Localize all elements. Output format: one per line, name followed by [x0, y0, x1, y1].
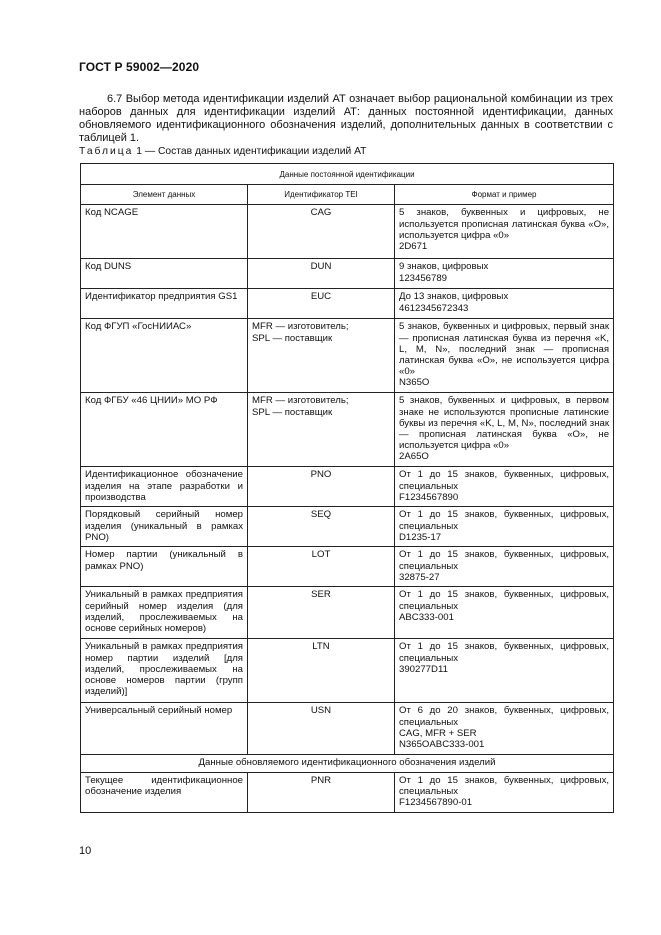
table-header-row: [81, 185, 614, 205]
format-description: От 1 до 15 знаков, буквенных, цифровых, специальных: [399, 549, 610, 572]
format-example: 4612345672343: [399, 302, 469, 314]
format-example: ABC333-001: [399, 611, 454, 623]
table-row: [81, 259, 614, 289]
table-caption: [79, 146, 366, 157]
table-row: [81, 393, 614, 467]
cell-format: [395, 507, 614, 547]
cell-element: Код ФГБУ «46 ЦНИИ» МО РФ: [81, 393, 248, 467]
format-description: 5 знаков, буквенных и цифровых, в первом знаке не используются прописные латинские буквы из перечня «K, L, M, N», последний знак — прописная латинская буква «O», не используется цифра «0»: [399, 395, 610, 452]
table-row: [81, 467, 614, 507]
cell-tei: SER: [248, 587, 395, 639]
table-row: [81, 703, 614, 755]
format-description: До 13 знаков, цифровых: [399, 291, 509, 303]
table-row: [81, 587, 614, 639]
format-description: От 1 до 15 знаков, буквенных, цифровых, специальных: [399, 509, 610, 532]
column-header-tei: Идентификатор TEI: [248, 185, 395, 205]
cell-element: Текущее идентификационное обозначение изделия: [81, 772, 248, 812]
intro-paragraph: 6.7 Выбор метода идентификации изделий АТ означает выбор рациональной комбинации из трех наборов данных для идентификации изделий АТ: данных постоянной идентификации, данных обновляемого идентификационного обозначения изделий, дополнительных данных в соответствии с таблицей 1.: [79, 93, 613, 144]
table-row: [81, 205, 614, 259]
cell-tei: LOT: [248, 547, 395, 587]
table-row: [81, 639, 614, 703]
identification-data-table: [80, 163, 614, 813]
table-row: [81, 319, 614, 393]
cell-tei: SEQ: [248, 507, 395, 547]
table-caption-label: Таблица: [79, 146, 134, 157]
table-row: [81, 289, 614, 319]
cell-element: Уникальный в рамках предприятия номер партии изделий [для изделий, прослеживаемых на основе номеров партии (групп изделий)]: [81, 639, 248, 703]
cell-format: [395, 639, 614, 703]
format-example: F1234567890: [399, 491, 459, 503]
cell-element: Код NCAGE: [81, 205, 248, 259]
cell-element: Код DUNS: [81, 259, 248, 289]
format-example: 32875-27: [399, 571, 440, 583]
section-title-permanent: Данные постоянной идентификации: [81, 164, 614, 185]
cell-tei: USN: [248, 703, 395, 755]
table-row: [81, 507, 614, 547]
cell-element: Идентификационное обозначение изделия на этапе разработки и производства: [81, 467, 248, 507]
cell-tei: MFR — изготовитель; SPL — поставщик: [248, 319, 395, 393]
document-header: ГОСТ Р 59002—2020: [79, 60, 200, 74]
section-row-updatable: [81, 755, 614, 772]
table-row: [81, 547, 614, 587]
cell-tei: MFR — изготовитель; SPL — поставщик: [248, 393, 395, 467]
cell-format: [395, 547, 614, 587]
cell-format: [395, 467, 614, 507]
cell-tei: LTN: [248, 639, 395, 703]
cell-element: Номер партии (уникальный в рамках PNO): [81, 547, 248, 587]
section-row-permanent: [81, 164, 614, 185]
format-description: 9 знаков, цифровых: [399, 261, 489, 273]
cell-tei: EUC: [248, 289, 395, 319]
format-description: От 1 до 15 знаков, буквенных, цифровых, специальных: [399, 469, 610, 492]
format-example: D1235-17: [399, 531, 442, 543]
section-title-updatable: Данные обновляемого идентификационного обозначения изделий: [81, 755, 614, 772]
cell-element: Порядковый серийный номер изделия (уникальный в рамках PNO): [81, 507, 248, 547]
format-example: 2D671: [399, 241, 428, 253]
table-caption-text: 1 — Состав данных идентификации изделий АТ: [136, 146, 367, 157]
cell-format: [395, 289, 614, 319]
format-example: 2A65O: [399, 451, 429, 463]
format-description: От 1 до 15 знаков, буквенных, цифровых, специальных: [399, 641, 610, 664]
format-example: 390277D11: [399, 663, 448, 675]
table-row: [81, 772, 614, 812]
cell-tei: PNR: [248, 772, 395, 812]
format-description: 5 знаков, буквенных и цифровых, первый знак — прописная латинская буква из перечня «K, L, M, N», последний знак — прописная латинская буква «O», не используется цифра «0»: [399, 321, 610, 378]
cell-format: [395, 393, 614, 467]
format-description: От 1 до 15 знаков, буквенных, цифровых, специальных: [399, 589, 610, 612]
column-header-format: Формат и пример: [395, 185, 614, 205]
format-description: 5 знаков, буквенных и цифровых, не используется прописная латинская буква «O», используется цифра «0»: [399, 207, 610, 241]
cell-tei: DUN: [248, 259, 395, 289]
cell-format: [395, 205, 614, 259]
format-example: N365O: [399, 377, 430, 389]
cell-format: [395, 587, 614, 639]
format-example: 123456789: [399, 272, 448, 284]
cell-format: [395, 772, 614, 812]
cell-format: [395, 259, 614, 289]
cell-format: [395, 703, 614, 755]
format-description: От 1 до 15 знаков, буквенных, цифровых, специальных: [399, 774, 610, 797]
format-example: CAG, MFR + SER N365OABC333-001: [399, 727, 485, 751]
cell-element: Идентификатор предприятия GS1: [81, 289, 248, 319]
cell-tei: CAG: [248, 205, 395, 259]
column-header-element: Элемент данных: [81, 185, 248, 205]
format-description: От 6 до 20 знаков, буквенных, цифровых, специальных: [399, 705, 610, 728]
cell-tei: PNO: [248, 467, 395, 507]
cell-format: [395, 319, 614, 393]
format-example: F1234567890-01: [399, 797, 473, 809]
cell-element: Код ФГУП «ГосНИИАС»: [81, 319, 248, 393]
cell-element: Универсальный серийный номер: [81, 703, 248, 755]
page-number: 10: [79, 845, 92, 857]
cell-element: Уникальный в рамках предприятия серийный номер изделия (для изделий, прослеживаемых на основе серийных номеров): [81, 587, 248, 639]
